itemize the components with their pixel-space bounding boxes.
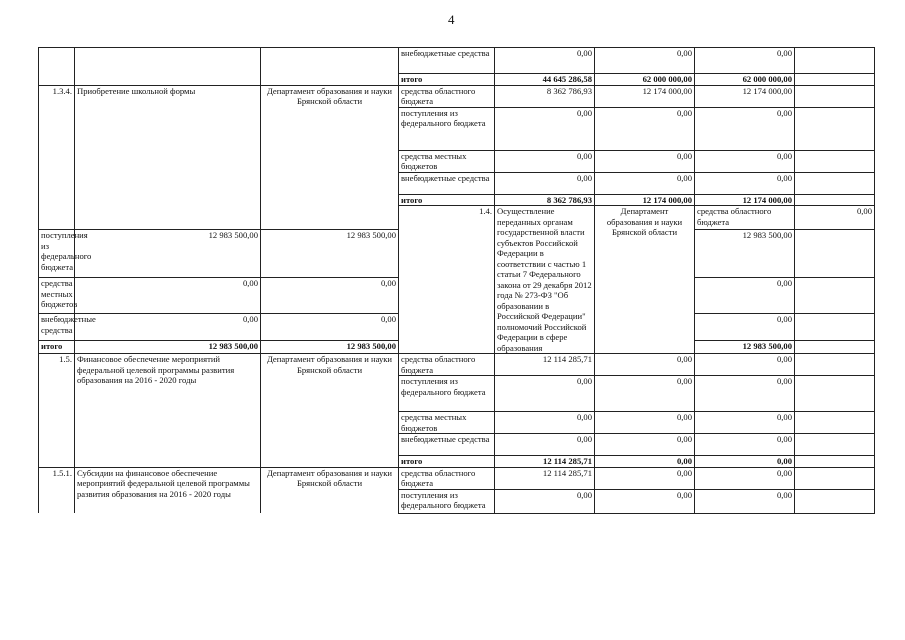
amount-cell: 12 114 285,71 xyxy=(495,456,595,468)
item-number-cell: 1.5.1. xyxy=(39,467,75,513)
funding-source-cell: средства местных бюджетов xyxy=(399,150,495,172)
amount-cell: 12 174 000,00 xyxy=(695,85,795,107)
table-row xyxy=(39,48,875,74)
executor-cell xyxy=(261,48,399,86)
amount-cell: 0,00 xyxy=(695,48,795,74)
amount-cell: 0,00 xyxy=(795,206,875,230)
amount-cell: 0,00 xyxy=(695,354,795,376)
amount-cell: 44 645 286,58 xyxy=(495,74,595,86)
funding-source-cell: средства областного бюджета xyxy=(399,354,495,376)
budget-table xyxy=(38,47,875,514)
funding-source-cell: итого xyxy=(399,456,495,468)
amount-cell: 0,00 xyxy=(695,278,795,314)
amount-cell: 0,00 xyxy=(595,376,695,412)
empty-cell xyxy=(795,341,875,354)
amount-cell: 12 983 500,00 xyxy=(75,230,261,278)
funding-source-cell: итого xyxy=(39,341,75,354)
empty-cell xyxy=(795,48,875,74)
amount-cell: 0,00 xyxy=(695,434,795,456)
empty-cell xyxy=(795,278,875,314)
funding-source-cell: внебюджетные средства xyxy=(39,314,75,341)
empty-cell xyxy=(795,194,875,206)
amount-cell: 0,00 xyxy=(595,150,695,172)
budget-table-body xyxy=(39,48,875,514)
amount-cell: 0,00 xyxy=(495,376,595,412)
empty-cell xyxy=(795,434,875,456)
empty-cell xyxy=(795,489,875,513)
amount-cell: 0,00 xyxy=(595,107,695,150)
funding-source-cell: средства областного бюджета xyxy=(399,85,495,107)
amount-cell: 0,00 xyxy=(595,412,695,434)
amount-cell: 0,00 xyxy=(695,107,795,150)
empty-cell xyxy=(795,314,875,341)
empty-cell xyxy=(795,150,875,172)
amount-cell: 0,00 xyxy=(695,172,795,194)
funding-source-cell: итого xyxy=(399,74,495,86)
amount-cell: 12 983 500,00 xyxy=(261,230,399,278)
amount-cell: 12 983 500,00 xyxy=(695,230,795,278)
amount-cell: 0,00 xyxy=(595,48,695,74)
amount-cell: 0,00 xyxy=(695,412,795,434)
executor-cell: Департамент образования и науки Брянской области xyxy=(595,206,695,354)
executor-cell: Департамент образования и науки Брянской области xyxy=(261,354,399,468)
amount-cell: 12 983 500,00 xyxy=(261,341,399,354)
amount-cell: 12 983 500,00 xyxy=(695,341,795,354)
table-row xyxy=(39,467,875,489)
amount-cell: 0,00 xyxy=(495,172,595,194)
empty-cell xyxy=(795,85,875,107)
amount-cell: 0,00 xyxy=(75,278,261,314)
funding-source-cell: средства областного бюджета xyxy=(399,467,495,489)
amount-cell: 0,00 xyxy=(595,354,695,376)
amount-cell: 0,00 xyxy=(495,489,595,513)
amount-cell: 0,00 xyxy=(595,172,695,194)
amount-cell: 12 174 000,00 xyxy=(595,194,695,206)
amount-cell: 0,00 xyxy=(495,412,595,434)
amount-cell: 0,00 xyxy=(695,489,795,513)
table-row xyxy=(39,85,875,107)
amount-cell: 0,00 xyxy=(695,314,795,341)
table-row xyxy=(39,354,875,376)
funding-source-cell: итого xyxy=(399,194,495,206)
amount-cell: 8 362 786,93 xyxy=(495,194,595,206)
funding-source-cell: внебюджетные средства xyxy=(399,434,495,456)
amount-cell: 0,00 xyxy=(695,456,795,468)
empty-cell xyxy=(795,354,875,376)
empty-cell xyxy=(795,107,875,150)
amount-cell: 0,00 xyxy=(695,376,795,412)
funding-source-cell: средства местных бюджетов xyxy=(39,278,75,314)
amount-cell: 0,00 xyxy=(261,314,399,341)
funding-source-cell: поступления из федерального бюджета xyxy=(39,230,75,278)
empty-cell xyxy=(795,172,875,194)
amount-cell: 12 174 000,00 xyxy=(695,194,795,206)
amount-cell: 0,00 xyxy=(495,48,595,74)
amount-cell: 0,00 xyxy=(595,456,695,468)
funding-source-cell: средства местных бюджетов xyxy=(399,412,495,434)
amount-cell: 0,00 xyxy=(595,489,695,513)
amount-cell: 62 000 000,00 xyxy=(595,74,695,86)
empty-cell xyxy=(795,74,875,86)
amount-cell: 12 174 000,00 xyxy=(595,85,695,107)
amount-cell: 0,00 xyxy=(695,150,795,172)
item-name-cell: Осуществление переданных органам государственной власти субъектов Российской Федерации в соответствии с частью 1 статьи 7 Федерального закона от 29 декабря 2012 года № 273-ФЗ "Об образовании в Российской Федерации" полномочий Российской Федерации в сфере образования xyxy=(495,206,595,354)
amount-cell: 0,00 xyxy=(695,467,795,489)
empty-cell xyxy=(795,467,875,489)
page-number: 4 xyxy=(448,12,455,27)
funding-source-cell: поступления из федерального бюджета xyxy=(399,376,495,412)
item-number-cell: 1.5. xyxy=(39,354,75,468)
amount-cell: 62 000 000,00 xyxy=(695,74,795,86)
amount-cell: 0,00 xyxy=(495,434,595,456)
item-number-cell: 1.3.4. xyxy=(39,85,75,230)
item-name-cell: Приобретение школьной формы xyxy=(75,85,261,230)
amount-cell: 0,00 xyxy=(595,467,695,489)
empty-cell xyxy=(795,412,875,434)
funding-source-cell: поступления из федерального бюджета xyxy=(399,489,495,513)
funding-source-cell: внебюджетные средства xyxy=(399,48,495,74)
amount-cell: 8 362 786,93 xyxy=(495,85,595,107)
amount-cell: 0,00 xyxy=(595,434,695,456)
amount-cell: 12 983 500,00 xyxy=(75,341,261,354)
amount-cell: 0,00 xyxy=(75,314,261,341)
funding-source-cell: средства областного бюджета xyxy=(695,206,795,230)
item-number-cell: 1.4. xyxy=(399,206,495,354)
amount-cell: 12 114 285,71 xyxy=(495,354,595,376)
amount-cell: 0,00 xyxy=(261,278,399,314)
funding-source-cell: внебюджетные средства xyxy=(399,172,495,194)
amount-cell: 12 114 285,71 xyxy=(495,467,595,489)
funding-source-cell: поступления из федерального бюджета xyxy=(399,107,495,150)
amount-cell: 0,00 xyxy=(495,107,595,150)
empty-cell xyxy=(795,230,875,278)
empty-cell xyxy=(795,456,875,468)
executor-cell: Департамент образования и науки Брянской области xyxy=(261,85,399,230)
empty-cell xyxy=(795,376,875,412)
item-name-cell: Финансовое обеспечение мероприятий федеральной целевой программы развития образования на 2016 - 2020 годы xyxy=(75,354,261,468)
item-name-cell: Субсидии на финансовое обеспечение мероприятий федеральной целевой программы развития образования на 2016 - 2020 годы xyxy=(75,467,261,513)
executor-cell: Департамент образования и науки Брянской области xyxy=(261,467,399,513)
item-number-cell xyxy=(39,48,75,86)
item-name-cell xyxy=(75,48,261,86)
amount-cell: 0,00 xyxy=(495,150,595,172)
